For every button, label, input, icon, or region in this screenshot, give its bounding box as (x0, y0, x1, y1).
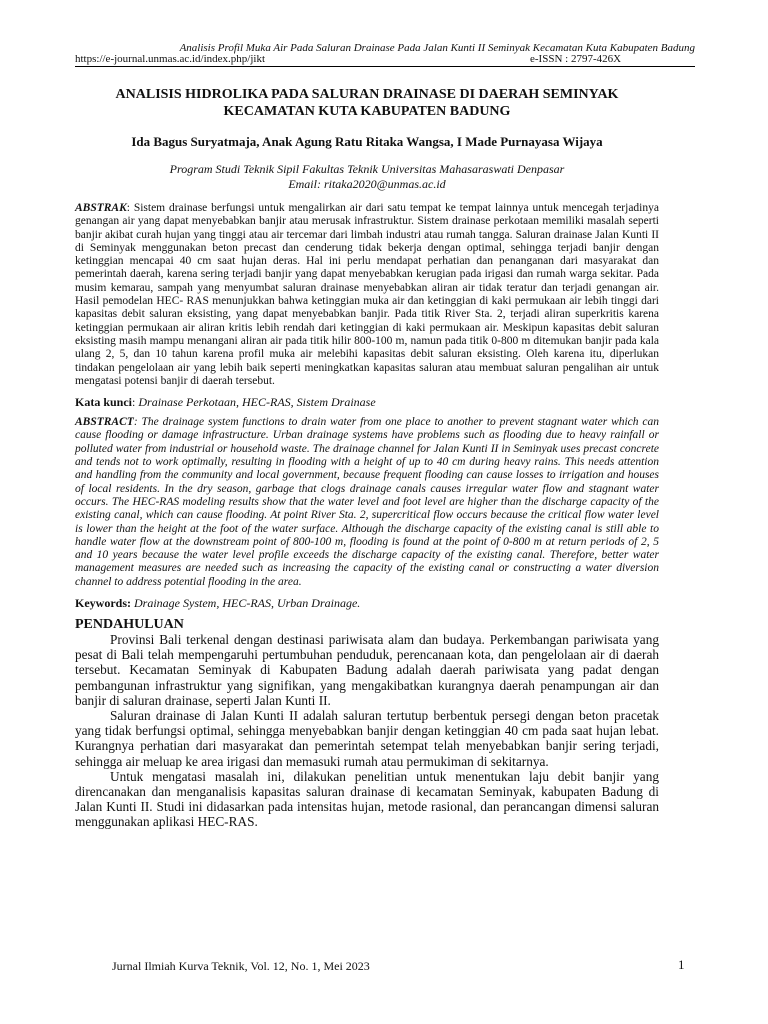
email: Email: ritaka2020@unmas.ac.id (288, 177, 446, 191)
abstrak-label: ABSTRAK (75, 202, 127, 214)
abstract-label: ABSTRACT (75, 416, 134, 429)
keywords (75, 596, 659, 610)
paper-title: ANALISIS HIDROLIKA PADA SALURAN DRAINASE DI DAERAH SEMINYAK KECAMATAN KUTA KABUPATEN BADUNG (115, 87, 619, 119)
affiliation-block (75, 162, 659, 192)
section-heading: PENDAHULUAN (75, 617, 184, 633)
authors: Ida Bagus Suryatmaja, Anak Agung Ratu Ritaka Wangsa, I Made Purnayasa Wijaya (131, 134, 603, 149)
body-paragraph-3: Untuk mengatasi masalah ini, dilakukan penelitian untuk menentukan laju debit banjir yang direncanakan dan menganalisis kapasitas saluran drainase di kecamatan Seminyak, kabupaten Badung di Jalan Kunti II. Studi ini didasarkan pada intensitas hujan, metode rasional, dan perancangan dimensi saluran menggunakan aplikasi HEC-RAS. (75, 768, 659, 830)
abstrak-paragraph (75, 202, 659, 388)
page-number: 1 (678, 957, 685, 972)
keywords-label: Keywords: (75, 596, 131, 611)
running-title: Analisis Profil Muka Air Pada Saluran Drainase Pada Jalan Kunti II Seminyak Kecamatan Kuta Kabupaten Badung (179, 42, 695, 54)
journal-footer: Jurnal Ilmiah Kurva Teknik, Vol. 12, No. 1, Mei 2023 (112, 959, 370, 973)
kata-kunci-label: Kata kunci (75, 395, 133, 410)
body-paragraph-2: Saluran drainase di Jalan Kunti II adalah saluran tertutup berbentuk persegi dengan beton pracetak yang tidak berfungsi optimal, sehingga menyebabkan banjir dengan ketinggian 40 cm pada saat hujan lebat. Kurangnya perhatian dari masyarakat dan pemerintah setempat telah menyebabkan banjir sering terjadi, sehingga air meluap ke area irigasi dan memasuki rumah atau permukiman di sekitarnya. (75, 708, 659, 769)
journal-url[interactable]: https://e-journal.unmas.ac.id/index.php/jikt (75, 53, 266, 65)
kata-kunci: Kata kunci: Drainase Perkotaan, HEC-RAS, Sistem Drainase (75, 395, 376, 410)
abstrak-text: : Sistem drainase berfungsi untuk mengalirkan air dari satu tempat ke tempat lainnya untuk mencegah terjadinya genangan air yang dapat menyebabkan banjir atau merusak infrastruktur. Sistem drainase perkotaan memiliki masalah seperti banjir akibat curah hujan yang tinggi atau air tercemar dari limbah industri atau rumah tangga. Saluran drainase Jalan Kunti II di Seminyak menggunakan beton precast dan cenderung tidak bekerja dengan optimal, sehingga terjadi banjir dengan ketinggian mencapai 40 cm saat hujan deras. Hal ini perlu mendapat perhatian dan penanganan dari masyarakat dan pemerintah daerah, karena sering terjadi banjir yang dapat menyebabkan kerugian pada irigasi dan rumah warga sekitar. Pada musim kemarau, sampah yang menyumbat saluran drainase menyebabkan aliran air tidak teratur dan terjadi genangan air. Hasil pemodelan HEC- RAS menunjukkan bahwa ketinggian muka air dan ketinggian di kaki permukaan air lebih tinggi dari kapasitas debit saluran eksisting, yang dapat menyebabkan banjir. Pada titik River Sta. 2, terjadi aliran superkritis karena ketinggian permukaan air aliran kritis lebih rendah dari ketinggian di kaki permukaan air. Meskipun kapasitas debit saluran eksisting masih mampu menangani aliran air pada titik hilir 800-100 m, namun pada titik 0-800 m ditemukan banjir pada kala ulang 2, 5, dan 10 tahun karena profil muka air melebihi kapasitas debit saluran eksisting. Oleh karena itu, diperlukan tindakan pengelolaan air yang lebih baik seperti meningkatkan kapasitas saluran atau membuat saluran pengalihan air untuk mengatasi potensi banjir di daerah tersebut. (75, 202, 659, 387)
issn: e-ISSN : 2797-426X (530, 53, 622, 65)
abstract-paragraph (75, 416, 659, 589)
affiliation: Program Studi Teknik Sipil Fakultas Teknik Universitas Mahasaraswati Denpasar (169, 162, 565, 176)
keywords-text: Drainage System, HEC-RAS, Urban Drainage. (134, 596, 361, 611)
abstract-text: : The drainage system functions to drain water from one place to another to prevent stagnant water which can cause flooding or damage infrastructure. Urban drainage systems have problems such as flooding due to heavy rainfall or polluted water from industrial or household waste. The drainage channel for Jalan Kunti II in Seminyak uses precast concrete and tends not to work optimally, resulting in flooding with a height of up to 40 cm during heavy rains. This needs attention and handling from the community and local government, because frequent flooding can cause losses to irrigation and houses of local residents. In the dry season, garbage that clogs drainage canals causes irregular water flow and stagnant water occurs. The HEC-RAS modeling results show that the water level and foot level are higher than the discharge capacity of the existing canal, which can cause flooding. At point River Sta. 2, supercritical flow occurs because the critical flow water level is lower than the height at the foot of the water surface. Although the discharge capacity of the existing canal is still able to handle water flow at the downstream point of 800-100 m, flooding is found at the point of 0-800 m at return periods of 2, 5 and 10 years because the water level profile exceeds the discharge capacity of the existing canal. Therefore, better water management measures are needed such as increasing the capacity of the existing canal or constructing a water diversion channel to address potential flooding in the area. (75, 416, 659, 588)
article-body (75, 86, 659, 830)
header-rule (75, 66, 695, 67)
kata-kunci-text: Drainase Perkotaan, HEC-RAS, Sistem Drainase (138, 395, 376, 410)
body-paragraph-1: Provinsi Bali terkenal dengan destinasi pariwisata alam dan budaya. Perkembangan pariwisata yang pesat di Bali telah mempengaruhi pertumbuhan penduduk, perencanaan kota, dan pengelolaan air di daerah tersebut. Kecamatan Seminyak di Kabupaten Badung adalah daerah pariwisata yang padat dengan pembangunan infrastruktur yang signifikan, yang mengakibatkan kurangnya daerah penampungan air dan banjir di saluran drainase, seperti Jalan Kunti II. (75, 632, 659, 708)
